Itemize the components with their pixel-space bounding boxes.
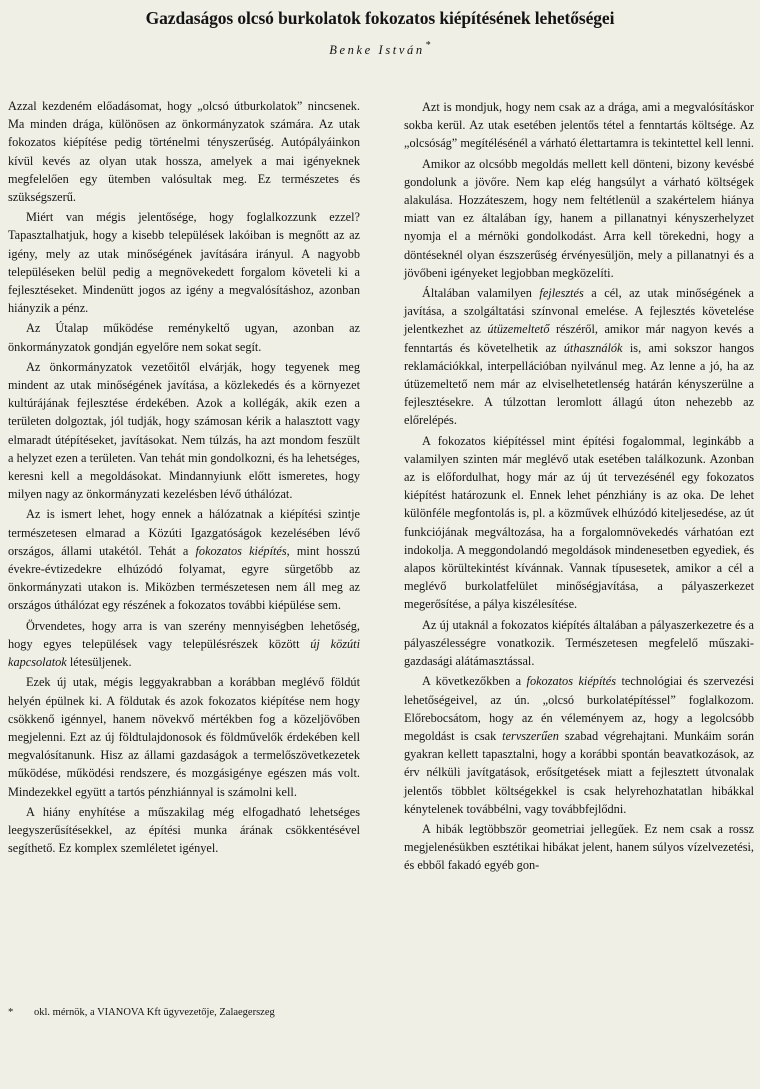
text-run: Örvendetes, hogy arra is van szerény mennyiségben lehetőség, hogy egyes települések vagy településrészek között (8, 618, 360, 651)
text-run: is, ami sokszor hangos reklamációkkal, interpellációban nyilvánul meg. Az lenne a jó, ha az útüzemeltető nem már az elviselhetetlenség határán kényszerülne a fejlesztésekre. A túlzottan leromlott állagú úton nehezebb az előrelépés. (404, 340, 754, 428)
paragraph (404, 672, 754, 818)
paragraph: Az önkormányzatok vezetőitől elvárják, hogy tegyenek meg mindent az utak minőségének javítása, a közlekedés és a környezet kultúrájának fejlesztése érdekében. Azok a kollégák, akik ezen a területen dolgoztak, jól tudják, hogy számosan kérik a halasztott vagy elmaradt útépítéseket, javításokat. Nem túlzás, ha azt mondom feszült a helyzet ezen a területen. Van tehát min gondolkozni, és ha lehetséges, keresni kell a megoldásokat. Mindannyiunk előtt ismeretes, hogy milyen nagy az önkormányzati kezelésben lévő úthálózat. (8, 359, 360, 502)
text-run: létesüljenek. (66, 655, 132, 670)
emphasis: tervszerűen (502, 728, 559, 743)
emphasis: új közúti kapcsolatok (8, 636, 360, 670)
emphasis: fejlesztés (539, 286, 584, 301)
author-name: Benke István (329, 43, 425, 57)
text-run: szabad végrehajtani. Munkáim során gyakran kellett tapasztalni, hogy a korábbi spontán beavatkozások, az érv nélküli javítgatások, erősítgetések miatt a fejlesztett útvonalak jelentős többlet költségekkel is csak helyrehozhatatlan hibákkal kénytelenek továbbélni, vagy továbbfejlődni. (404, 728, 754, 816)
paragraph (404, 284, 754, 430)
footnote-mark: * (8, 1007, 14, 1018)
paragraph: Az új utaknál a fokozatos kiépítés általában a pályaszerkezetre és a pályaszélességre vonatkozik. Természetesen megfelelő műszaki- gazdasági alátámasztással. (404, 617, 754, 669)
text-run: , mint hosszú évekre-évtizedekre elhúzódó folyamat, egyre sürgetőbb az önkormányzati utakon is. Miközben természetesen nem áll meg az országos úthálózat egy részének a fokozatos további kiépülése sem. (8, 543, 360, 613)
paragraph: Miért van mégis jelentősége, hogy foglalkozzunk ezzel? Tapasztalhatjuk, hogy a kisebb települések lakóiban is megnőtt az az igény, mely az utak minőségének javítására irányul. A nagyobb településeken belül pedig a megnövekedett forgalom követeli ki a fejlesztéseket. Mindenütt jogos az igény a megvalósításhoz, azonban hiányzik a pénz. (8, 210, 360, 316)
paragraph: Azzal kezdeném előadásomat, hogy „olcsó útburkolatok” nincsenek. Ma minden drága, különösen az önkormányzatok számára. Az utak fokozatos kiépítése pedig történelmi tényszerűség. Autópályáinkon kívül kevés az olyan utak hossza, amelyek a mai igényeknek megfelelően egy ütemben valósultak meg. Ez természetes és szükségszerű. (8, 99, 360, 205)
text-run: a cél, az utak minőségének a javítása, a szolgáltatási színvonal emelése. A fejlesztés követelése jelentkezhet az (404, 286, 754, 337)
footnote (8, 1006, 360, 1020)
paragraph (8, 617, 360, 672)
emphasis: útüzemeltető (487, 322, 550, 337)
paragraph: A fokozatos kiépítéssel mint építési fogalommal, leginkább a valamilyen szinten már meglévő utak esetében találkozunk. Azonban az is előfordulhat, hogy már az új út tervezésénél egy fokozatos kiépítést határozunk el. Ennek lehet pénzhiány is az oka. De lehet különféle megfontolás is, pl. a közművek elhúzódó kiteljesedése, az út funkciójának megváltozása, ha a forgalomnövekedés várhatóan ezt indokolja. A meggondolandó megoldások mindenesetben egyediek, és alapos körültekintést kívánnak. Vannak típusesetek, amikor a cél a meglévő burkolatfelület minőségjavítása, a pályaszerkezet megerősítése, a pálya kiszélesítése. (404, 433, 754, 612)
article-author (0, 40, 760, 58)
footnote-text: okl. mérnök, a VIANOVA Kft ügyvezetője, Zalaegerszeg (34, 1007, 275, 1018)
article-title: Gazdaságos olcsó burkolatok fokozatos kiépítésének lehetőségei (145, 8, 615, 28)
paragraph: Az Útalap működése reménykeltő ugyan, azonban az önkormányzatok gondján egyelőre nem sokat segít. (8, 321, 360, 354)
left-column (8, 97, 360, 859)
text-run: A következőkben a (422, 674, 527, 689)
emphasis: fokozatos kiépítés (195, 543, 287, 558)
text-run: Általában valamilyen (422, 286, 540, 301)
emphasis: fokozatos kiépítés (526, 674, 617, 689)
text-run: részéről, amikor már nagyon kevés a fenntartás és követelhetik az (404, 322, 755, 355)
paragraph: A hibák legtöbbször geometriai jellegűek. Ez nem csak a rossz megjelenésükben esztétikai hibákat jelent, hanem súlyos vízelvezetési, és ebből fakadó egyéb gon- (404, 821, 754, 873)
paragraph (8, 505, 360, 614)
emphasis: úthasználók (563, 340, 623, 355)
author-footnote-mark: * (425, 40, 431, 51)
text-run: technológiai és szervezési lehetőségeivel, az ún. „olcsó burkolatépítéssel” foglalkozom. Előrebocsátom, hogy az én véleményem az, hogy a legolcsóbb megoldást is csak (404, 674, 754, 743)
paragraph: Azt is mondjuk, hogy nem csak az a drága, ami a megvalósításkor sokba kerül. Az utak esetében jelentős tétel a fenntartás költsége. Az „olcsóság” megítélésénél a várható élettartamra is tekintettel kell lenni. (404, 100, 754, 151)
paragraph: Amikor az olcsóbb megoldás mellett kell dönteni, bizony kevésbé gondolunk a jövőre. Nem kap elég hangsúlyt a várható költségek alakulása. Hozzáteszem, hogy nem feltétlenül a szakértelem hiánya miatt van ez általában így, hanem a pillanatnyi kényszerhelyzet nyomja el a mérnöki gondolkodást. Arra kell törekedni, hogy a döntéseknél olyan észszerűség érvényesüljön, mely a pillanatnyi és a jövőbeni igényeket legjobban megközelíti. (404, 156, 754, 280)
text-run: Az is ismert lehet, hogy ennek a hálózatnak a kiépítési szintje természetesen elmarad a Közúti Igazgatóságok kezelésében lévő országos, állami utakétól. Tehát a (8, 507, 360, 558)
right-column (404, 98, 754, 877)
paragraph: Ezek új utak, mégis leggyakrabban a korábban meglévő földút helyén épülnek ki. A földutak és azok fokozatos kiépítése nem hogy csökkenő igénnyel, hanem növekvő mértékben fog a közeljövőben megjelenni. Ezt az új földtulajdonosok és földművelők érdekében kell megvalósítanunk. Hisz az állami gazdaságok a termelőszövetkezetek működése, működési rendszere, és mozgásigénye egészen más volt. Mindezekkel együtt a tartós pénzhiánnyal is számolni kell. (8, 675, 360, 799)
paragraph: A hiány enyhítése a műszakilag még elfogadható lehetséges leegyszerűsítésekkel, az építési munka árának csökkentésével segíthető. Ez komplex szemléletet igényel. (8, 804, 360, 856)
